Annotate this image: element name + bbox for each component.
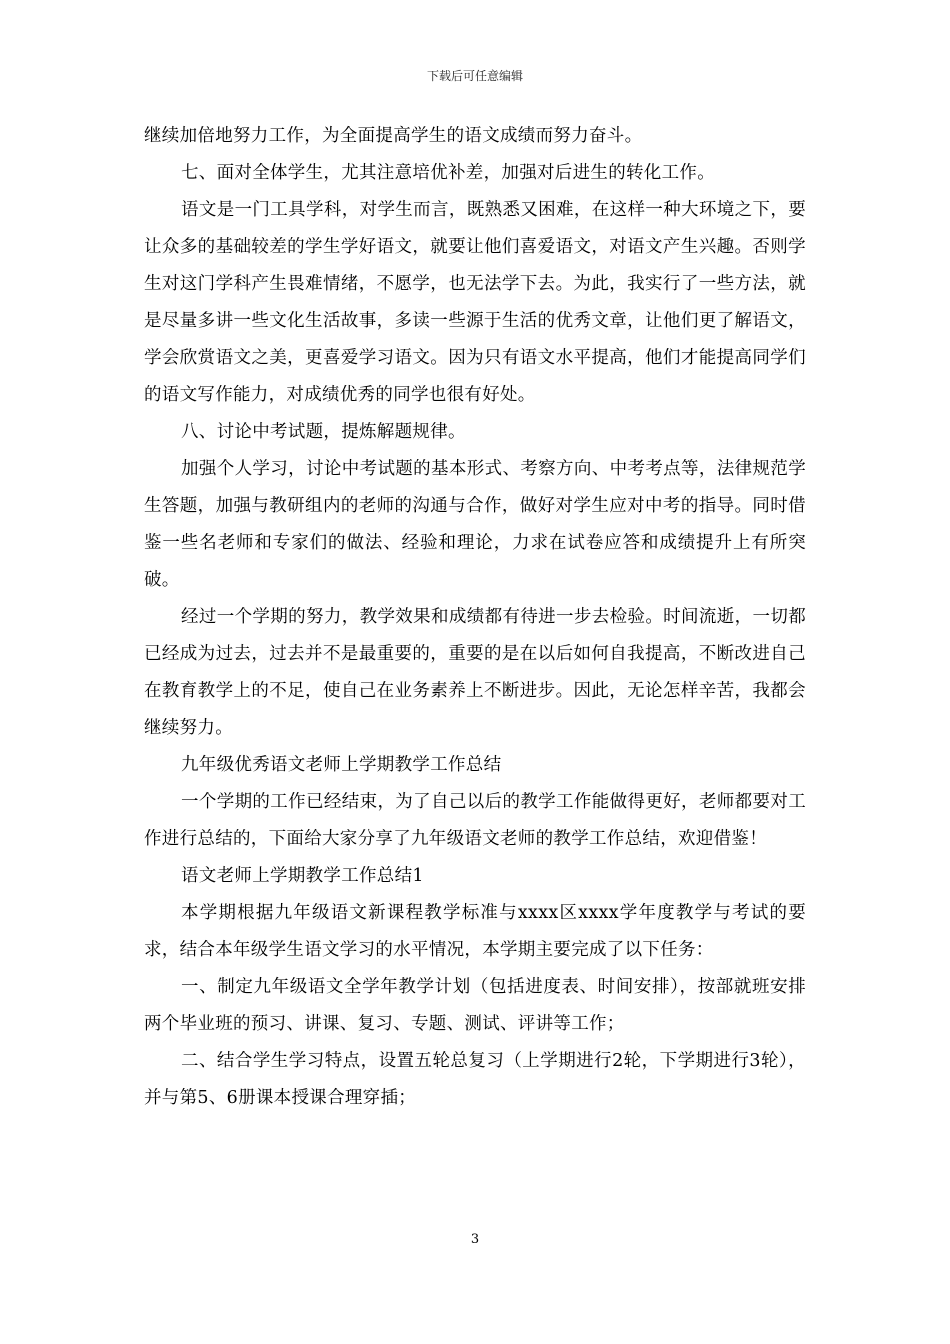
paragraph: 一个学期的工作已经结束，为了自己以后的教学工作能做得更好，老师都要对工作进行总结的，下面给大家分享了九年级语文老师的教学工作总结，欢迎借鉴！: [144, 792, 806, 849]
section-heading: 七、面对全体学生，尤其注意培优补差，加强对后进生的转化工作。: [181, 163, 715, 183]
document-title: 九年级优秀语文老师上学期教学工作总结: [181, 755, 502, 775]
page-header: 下载后可任意编辑: [426, 69, 523, 83]
paragraph: 本学期根据九年级语文新课程教学标准与xxxx区xxxx学年度教学与考试的要求，结合本年级学生语文学习的水平情况，本学期主要完成了以下任务：: [144, 903, 806, 960]
document-body: [144, 118, 806, 1117]
section-heading: 八、讨论中考试题，提炼解题规律。: [181, 422, 466, 442]
paragraph: 加强个人学习，讨论中考试题的基本形式、考察方向、中考考点等，法律规范学生答题，加强与教研组内的老师的沟通与合作，做好对学生应对中考的指导。同时借鉴一些名老师和专家们的做法、经验和理论，力求在试卷应答和成绩提升上有所突破。: [144, 459, 806, 590]
page-number: 3: [470, 1232, 480, 1247]
paragraph: 语文是一门工具学科，对学生而言，既熟悉又困难，在这样一种大环境之下，要让众多的基础较差的学生学好语文，就要让他们喜爱语文，对语文产生兴趣。否则学生对这门学科产生畏难情绪，不愿学，也无法学下去。为此，我实行了一些方法，就是尽量多讲一些文化生活故事，多读一些源于生活的优秀文章，让他们更了解语文，学会欣赏语文之美，更喜爱学习语文。因为只有语文水平提高，他们才能提高同学们的语文写作能力，对成绩优秀的同学也很有好处。: [144, 200, 806, 405]
subtitle: 语文老师上学期教学工作总结1: [181, 866, 424, 886]
list-item: 一、制定九年级语文全学年教学计划（包括进度表、时间安排），按部就班安排两个毕业班的预习、讲课、复习、专题、测试、评讲等工作；: [144, 977, 806, 1034]
paragraph: 继续加倍地努力工作，为全面提高学生的语文成绩而努力奋斗。: [144, 126, 643, 146]
list-item: 二、结合学生学习特点，设置五轮总复习（上学期进行2轮，下学期进行3轮），并与第5、6册课本授课合理穿插；: [144, 1051, 806, 1108]
paragraph: 经过一个学期的努力，教学效果和成绩都有待进一步去检验。时间流逝，一切都已经成为过去，过去并不是最重要的，重要的是在以后如何自我提高，不断改进自己在教育教学上的不足，使自己在业务素养上不断进步。因此，无论怎样辛苦，我都会继续努力。: [144, 607, 806, 738]
